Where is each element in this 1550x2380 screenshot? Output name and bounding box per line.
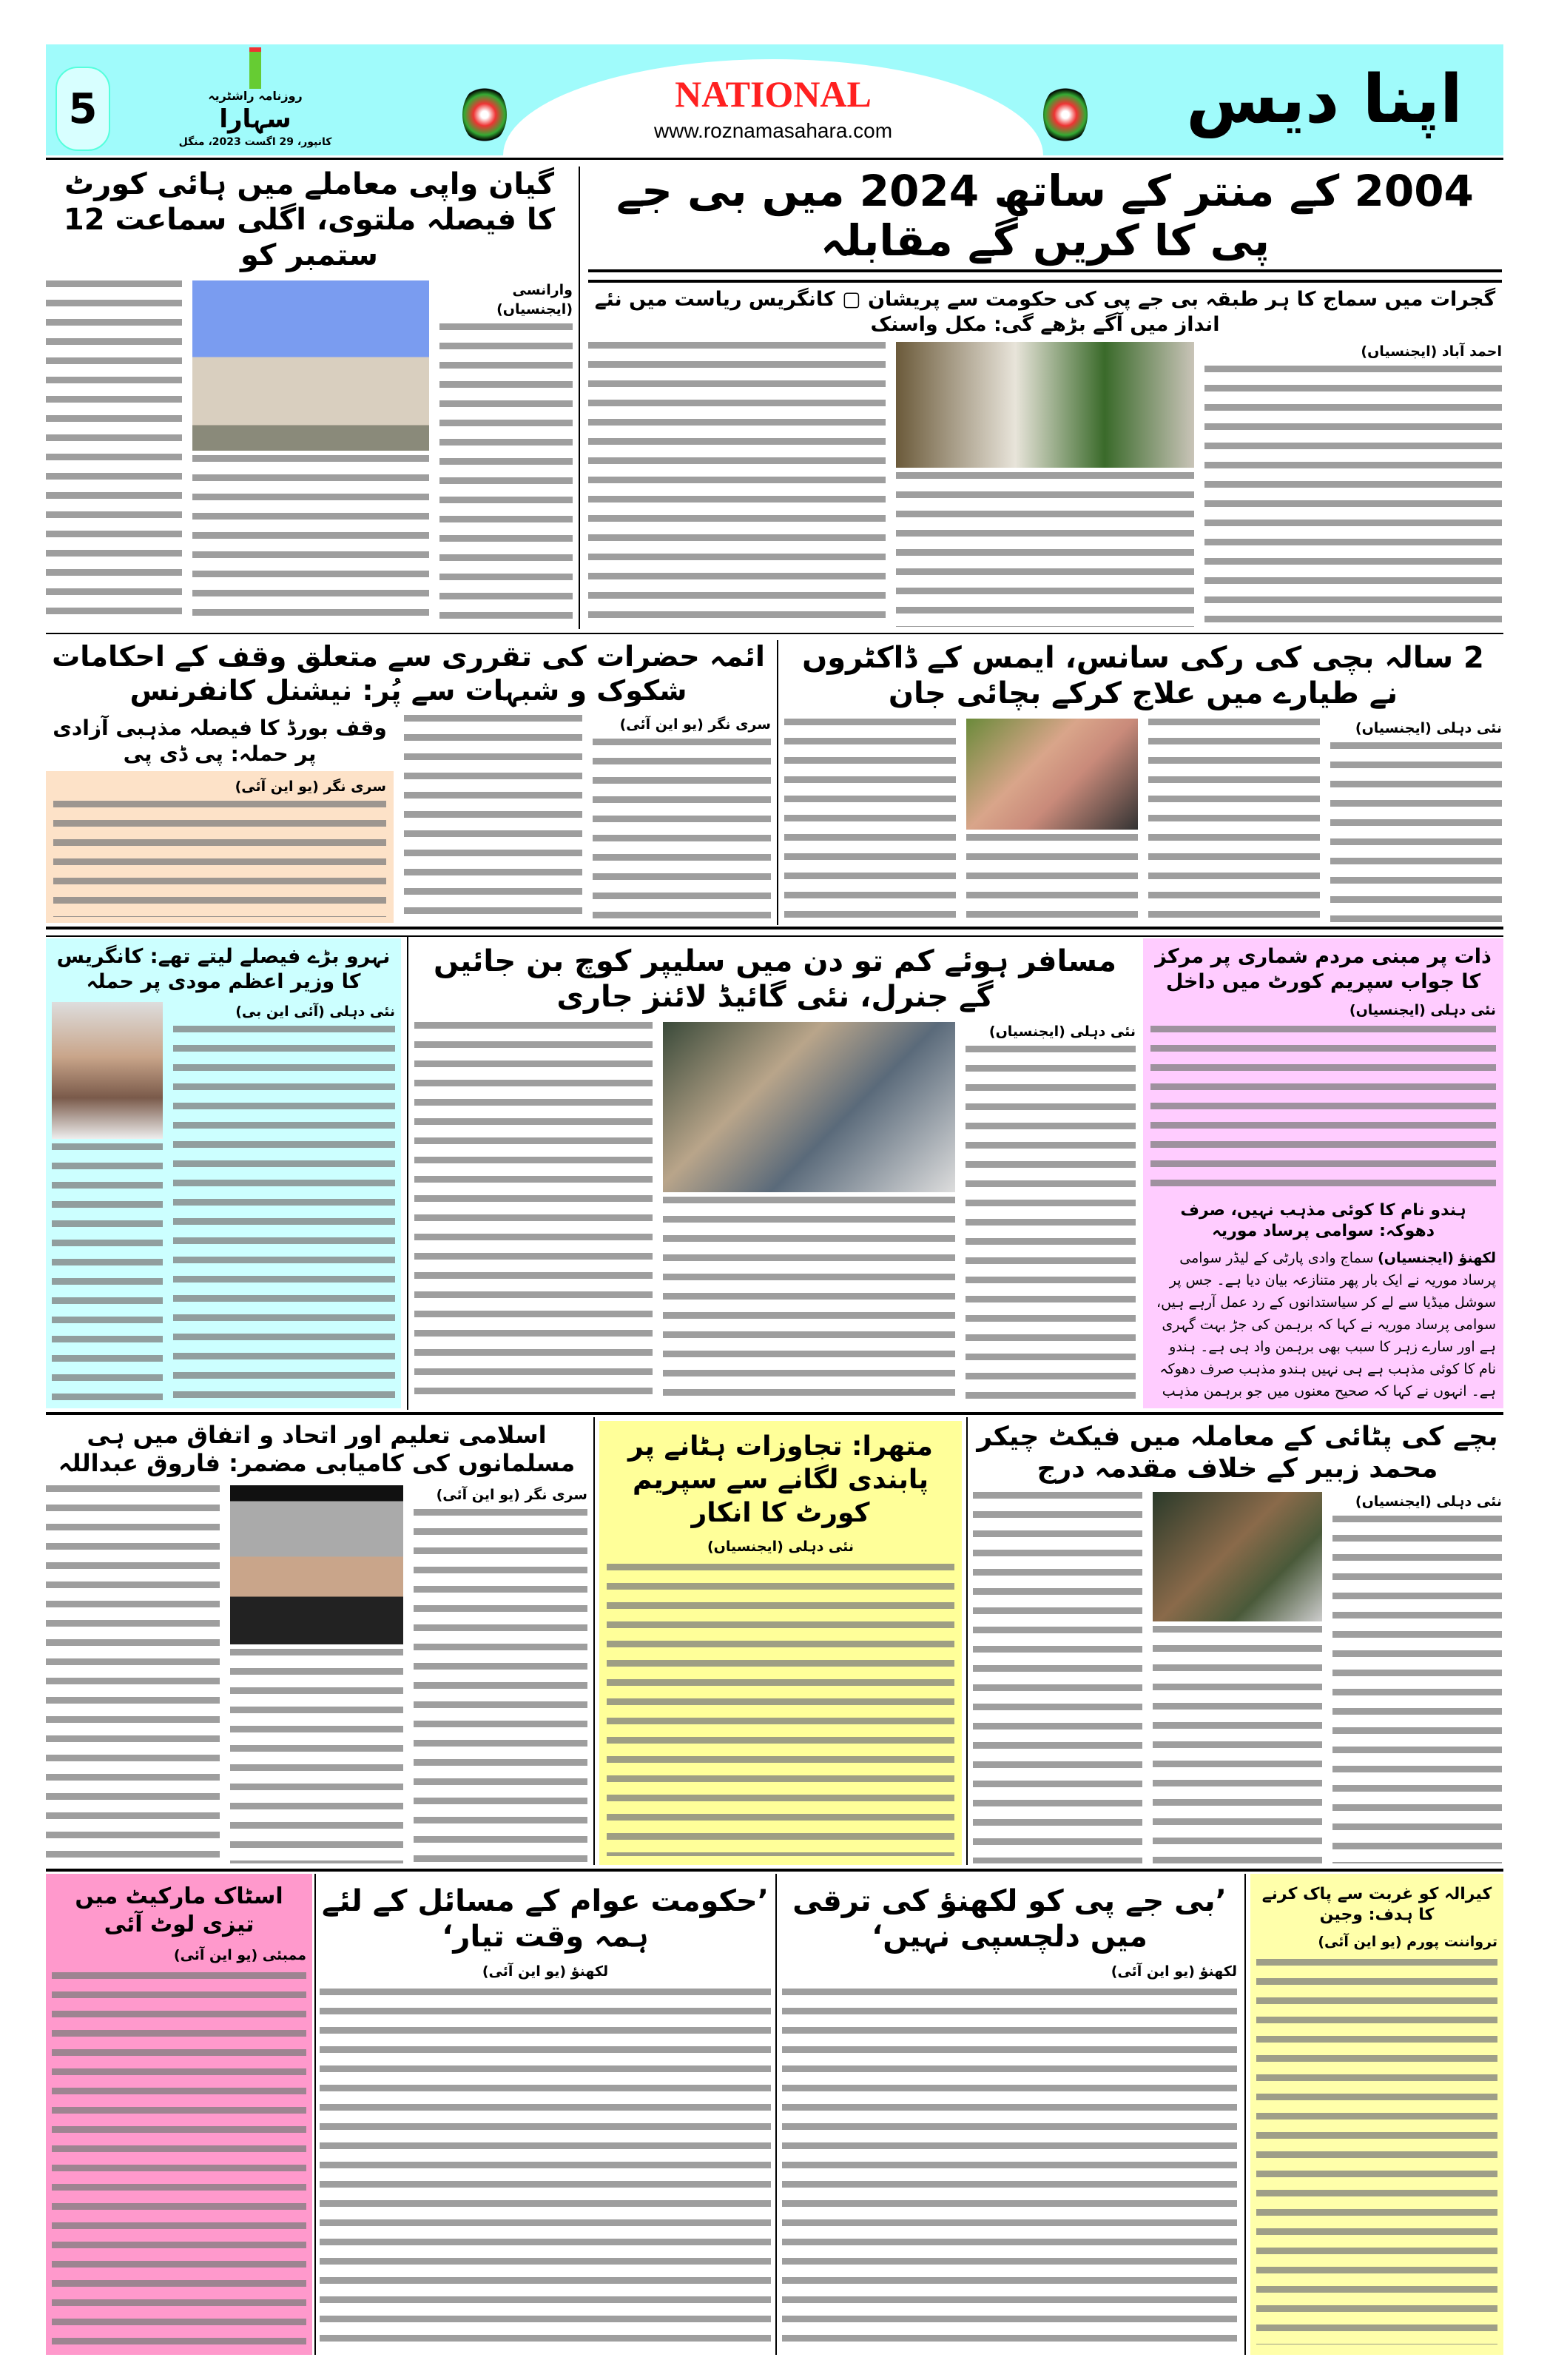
paper-logo <box>148 47 363 155</box>
lucknow-body <box>782 1989 1237 2353</box>
farooq-dateline: سری نگر (یو این آئی) <box>436 1486 587 1503</box>
mathura-dateline: نئی دہلی (ایجنسیاں) <box>707 1539 855 1555</box>
column-divider <box>777 640 778 925</box>
stock-body <box>52 1972 306 2346</box>
lucknow-headline[interactable]: ’بی جے پی کو لکھنؤ کی ترقی میں دلچسپی نہیں‘ <box>792 1884 1227 1954</box>
govt-body <box>320 1989 771 2353</box>
nehru-body <box>52 1143 163 1403</box>
congress-leaders-photo <box>896 342 1193 468</box>
nehru-body <box>173 1026 395 1403</box>
railway-body <box>663 1197 955 1406</box>
kerala-box <box>1250 1874 1503 2355</box>
zubair-body <box>973 1492 1142 1863</box>
railway-body <box>966 1046 1136 1406</box>
stock-headline[interactable]: اسٹاک مارکیٹ میں تیزی لوٹ آئی <box>75 1883 283 1937</box>
waqf-dateline: سری نگر (یو این آئی) <box>619 716 771 733</box>
gyanvapi-body <box>439 323 573 627</box>
waqf-side-body <box>53 801 386 917</box>
kerala-headline[interactable]: کیرالہ کو غربت سے پاک کرنے کا ہدف: وجین <box>1261 1885 1492 1924</box>
masthead-divider <box>46 158 1503 160</box>
aiims-body <box>966 834 1138 923</box>
section-title: NATIONAL <box>675 73 872 115</box>
column-divider <box>579 167 580 629</box>
caste-body <box>1150 1026 1496 1195</box>
column-divider <box>314 1874 316 2355</box>
column-divider <box>593 1417 595 1865</box>
aiims-headline[interactable]: 2 سالہ بچی کی رکی سانس، ایمس کے ڈاکٹروں نے طیارے میں علاج کرکے بچائی جان <box>802 641 1484 710</box>
gyanvapi-headline[interactable]: گیان واپی معاملے میں ہائی کورٹ کا فیصلہ ملتوی، اگلی سماعت 12 ستمبر کو <box>63 167 556 272</box>
nehru-dateline: نئی دہلی (آئی این بی) <box>235 1003 395 1020</box>
kerala-dateline: ترواننت پورم (یو این آئی) <box>1318 1934 1497 1950</box>
aiims-body <box>784 719 956 923</box>
page-title: اپنا دیس <box>1186 61 1463 138</box>
congress-body <box>896 472 1193 627</box>
zubair-body <box>1332 1516 1502 1863</box>
nehru-box <box>46 938 401 1408</box>
caste-headline[interactable]: ذات پر مبنی مردم شماری پر مرکز کا جواب سپریم کورٹ میں داخل <box>1155 945 1492 993</box>
mathura-body <box>607 1564 954 1856</box>
page-number-badge <box>55 67 110 151</box>
waqf-article <box>46 640 771 923</box>
row-divider <box>46 927 1503 937</box>
gyanvapi-body <box>46 280 182 627</box>
page-number: 5 <box>68 84 98 133</box>
railway-headline[interactable]: مسافر ہوئے کم تو دن میں سلیپر کوچ بن جائیں گے جنرل، نئی گائیڈ لائنز جاری <box>434 944 1116 1014</box>
paper-tagline: روزنامہ راشٹریہ <box>208 89 303 103</box>
aiims-dateline: نئی دہلی (ایجنسیاں) <box>1355 720 1502 736</box>
caste-box <box>1143 938 1503 1408</box>
paper-date: کانپور، 29 اگست 2023، منگل <box>178 136 332 148</box>
stock-box <box>46 1874 312 2355</box>
congress-headline[interactable]: 2004 کے منتر کے ساتھ 2024 میں بی جے پی کا کریں گے مقابلہ <box>616 166 1474 266</box>
zubair-headline[interactable]: بچے کی پٹائی کے معاملہ میں فیکٹ چیکر محمد زبیر کے خلاف مقدمہ درج <box>977 1422 1498 1485</box>
waqf-body <box>404 715 582 923</box>
gyanvapi-mosque-photo <box>192 280 429 451</box>
govt-dateline: لکھنؤ (یو این آئی) <box>482 1963 609 1980</box>
website-url: www.roznamasahara.com <box>653 119 893 142</box>
farooq-abdullah-photo <box>230 1485 404 1644</box>
govt-headline[interactable]: ’حکومت عوام کے مسائل کے لئے ہمہ وقت تیار‘ <box>322 1884 769 1954</box>
nehru-headline[interactable]: نہرو بڑے فیصلے لیتے تھے: کانگریس کا وزیر اعظم مودی پر حملہ <box>56 945 391 993</box>
waqf-side-dateline: سری نگر (یو این آئی) <box>235 779 386 796</box>
logo-emblem-icon <box>249 47 261 89</box>
caste-sub-text: سماج وادی پارٹی کے لیڈر سوامی پرساد موریہ نے ایک بار پھر متنازعہ بیان دیا ہے۔ جس پر سوشل میڈیا سے لے کر سیاستدانوں کے رد عمل آرہے ہیں، سوامی پرساد موریہ نے کہا کہ برہمن کی جڑ بہت گہری ہے اور سارے زہر کا سبب بھی برہمن واد ہی ہے۔ ہندو نام کا کوئی مذہب ہے ہی نہیں ہندو مذہب صرف دھوکہ ہے۔ انہوں نے کہا کہ صحیح معنوں میں جو برہمن مذہب <box>1156 1250 1496 1399</box>
lucknow-article <box>782 1883 1237 2353</box>
sun-ornament-icon <box>1043 85 1088 144</box>
congress-body <box>588 342 886 627</box>
column-divider <box>1244 1874 1246 2355</box>
aiims-article <box>784 640 1502 923</box>
section-arch <box>503 59 1043 155</box>
zubair-body <box>1153 1626 1322 1863</box>
waqf-headline[interactable]: ائمہ حضرات کی تقرری سے متعلق وقف کے احکامات شکوک و شبہات سے پُر: نیشنل کانفرنس <box>52 640 765 707</box>
train-passengers-photo <box>663 1022 955 1192</box>
jairam-ramesh-photo <box>52 1002 163 1139</box>
gyanvapi-article <box>46 167 573 627</box>
row-divider <box>46 1412 1503 1415</box>
waqf-side-box <box>46 771 394 923</box>
gyanvapi-dateline: وارانسی (ایجنسیاں) <box>496 282 573 317</box>
aiims-body <box>1148 719 1320 923</box>
row-divider <box>46 633 1503 634</box>
sun-ornament-icon <box>462 85 507 144</box>
waqf-body <box>593 739 771 923</box>
railway-body <box>414 1022 653 1406</box>
railway-dateline: نئی دہلی (ایجنسیاں) <box>988 1023 1136 1040</box>
caste-sub-dateline: لکھنؤ (ایجنسیاں) <box>1378 1250 1496 1266</box>
waqf-side-headline[interactable]: وقف بورڈ کا فیصلہ مذہبی آزادی پر حملہ: پی ڈی پی <box>53 716 387 767</box>
farooq-body <box>230 1649 404 1863</box>
congress-subhead: گجرات میں سماج کا ہر طبقہ بی جے پی کی حکومت سے پریشان ▢ کانگریس ریاست میں نئے انداز میں آگے بڑھے گی: مکل واسنک <box>594 288 1496 337</box>
farooq-article <box>46 1421 587 1863</box>
congress-article <box>588 167 1502 627</box>
stock-dateline: ممبئی (یو این آئی) <box>173 1947 306 1963</box>
column-divider <box>775 1874 777 2355</box>
zubair-dateline: نئی دہلی (ایجنسیاں) <box>1355 1493 1502 1510</box>
caste-sub-headline[interactable]: ہندو نام کا کوئی مذہب نہیں، صرف دھوکہ: سوامی پرساد موریہ <box>1180 1201 1466 1240</box>
mathura-box <box>599 1421 962 1865</box>
row-divider <box>46 1869 1503 1872</box>
farooq-body <box>46 1485 220 1863</box>
column-divider <box>966 1417 968 1865</box>
govt-article <box>320 1883 771 2353</box>
kerala-body <box>1256 1959 1497 2344</box>
headline-underline <box>588 269 1502 283</box>
congress-dateline: احمد آباد (ایجنسیاں) <box>1361 343 1502 360</box>
paper-name: سہارا <box>219 104 292 134</box>
farooq-body <box>414 1509 587 1863</box>
child-patient-photo <box>966 719 1138 830</box>
gyanvapi-body <box>192 455 429 627</box>
farooq-headline[interactable]: اسلامی تعلیم اور اتحاد و اتفاق میں ہی مسلمانوں کی کامیابی مضمر: فاروق عبداللہ <box>58 1421 576 1478</box>
zubair-article <box>973 1421 1502 1863</box>
mohammed-zubair-photo <box>1153 1492 1322 1621</box>
caste-dateline: نئی دہلی (ایجنسیاں) <box>1349 1001 1496 1018</box>
column-divider <box>407 936 408 1410</box>
lucknow-dateline: لکھنؤ (یو این آئی) <box>1111 1963 1237 1980</box>
railway-article <box>414 944 1136 1406</box>
congress-body <box>1204 366 1502 627</box>
aiims-body <box>1330 742 1502 923</box>
mathura-headline[interactable]: متھرا: تجاوزات ہٹانے پر پابندی لگانے سے سپریم کورٹ کا انکار <box>628 1431 933 1528</box>
caste-sub-article <box>1150 1247 1496 1402</box>
